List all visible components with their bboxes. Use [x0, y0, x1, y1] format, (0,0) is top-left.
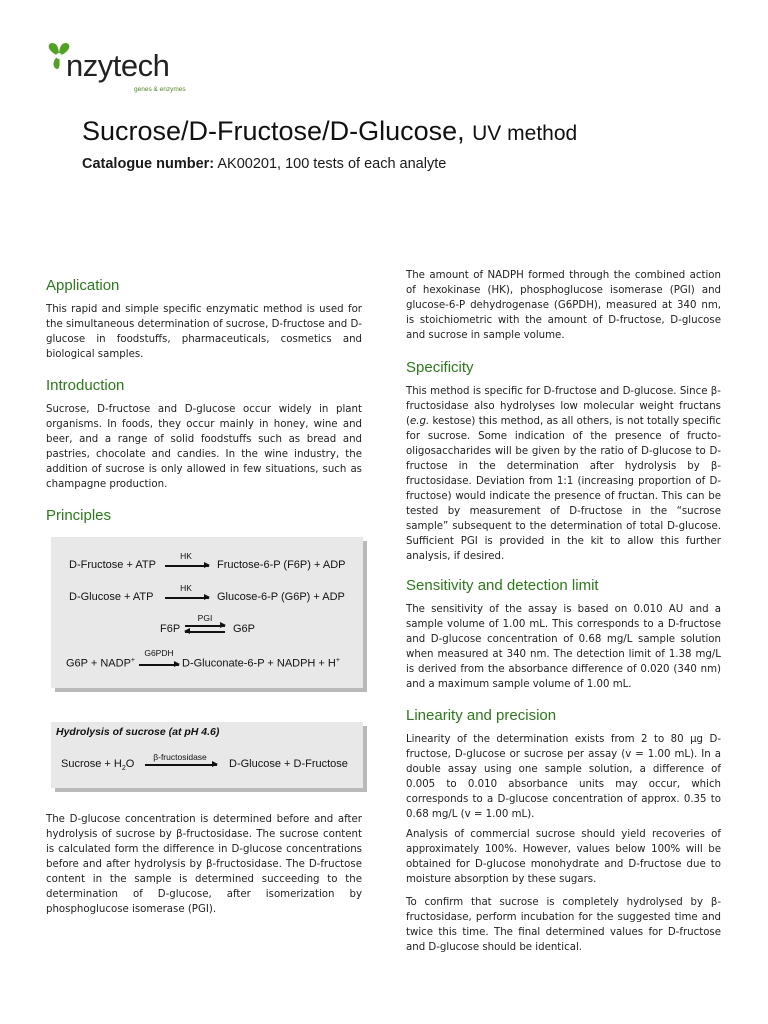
- hydrolysis-enzyme: β-fructosidase: [153, 752, 207, 762]
- specificity-text-a: This method is specific for D-fructose and D-glucose. Since β-fructosidase also hydrolyses low molecular weight fructans (: [406, 386, 721, 427]
- introduction-heading: Introduction: [46, 377, 125, 394]
- hydrolysis-left-a: Sucrose + H: [61, 758, 122, 770]
- reaction-1-right: Fructose-6-P (F6P) + ADP: [217, 559, 346, 571]
- nadph-text: The amount of NADPH formed through the combined action of hexokinase (HK), phosphoglucose isomerase (PGI) and glucose-6-P dehydrogenase (G6PDH), measured at 340 nm, is stoichiometric with the amount of D-fructose, D-glucose and sucrose in sample volume.: [406, 270, 721, 341]
- reaction-3-reverse-arrow: [185, 631, 225, 633]
- logo-tagline: genes & enzymes: [134, 86, 186, 93]
- reaction-2-enzyme: HK: [180, 583, 192, 593]
- reaction-3-forward-arrow: [185, 625, 225, 627]
- reaction-1-arrow: [165, 565, 209, 567]
- reaction-3-right: G6P: [233, 623, 256, 635]
- reaction-2-right: Glucose-6-P (G6P) + ADP: [217, 591, 345, 603]
- reaction-4-left-sup: +: [130, 657, 136, 664]
- logo-wordmark: nzytech: [66, 48, 170, 83]
- reaction-4-right: [182, 657, 340, 670]
- sensitivity-heading: Sensitivity and detection limit: [406, 577, 599, 594]
- principles-reaction-box: [51, 537, 363, 688]
- reaction-1-enzyme: HK: [180, 551, 192, 561]
- hydrolysis-title: Hydrolysis of sucrose (at pH 4.6): [56, 726, 220, 738]
- reaction-4-right-sup: +: [335, 657, 340, 664]
- reaction-3-left: F6P: [160, 623, 181, 635]
- title-main: Sucrose/D-Fructose/D-Glucose,: [82, 116, 465, 146]
- specificity-text-b: kestose) this method, as all others, is not totally specific for sucrose. Some indication of the presence of fructo-oligosaccharides will be given by the ratio of D-glucose to D-fructose in the determination after hydrolysis by β-fructosidase. Deviation from 1:1 (increasing proportion of D-fructose) would indicate the presence of fructan. This can be tested by measurement of D-fructose in the “sucrose sample” subsequent to the determination of total D-glucose. Sufficient PGI is provided in the kit to allow this further analysis, if desired.: [406, 416, 721, 562]
- hydrolysis-left: [61, 758, 134, 772]
- hydrolysis-left-b: O: [125, 758, 135, 770]
- reaction-4-left: [66, 657, 135, 670]
- specificity-text-em: e.g.: [409, 416, 430, 427]
- reaction-4-arrow: [139, 664, 179, 666]
- specificity-text: [406, 384, 721, 564]
- hydrolysis-left-sub: 2: [121, 765, 126, 773]
- reaction-4-left-text: G6P + NADP: [66, 657, 131, 670]
- hydrolysis-box: [51, 722, 363, 788]
- title-sub: UV method: [472, 122, 578, 145]
- page-title: [82, 116, 577, 147]
- reaction-2-arrow: [165, 597, 209, 599]
- hydrolysis-arrow: [145, 764, 217, 766]
- reaction-4-enzyme: G6PDH: [144, 648, 174, 658]
- sensitivity-text: The sensitivity of the assay is based on 0.010 AU and a sample volume of 1.00 mL. This corresponds to a D-fructose and D-glucose concentration of 0.68 mg/L sample solution when measured at 340 nm. The detection limit of 1.38 mg/L is derived from the absorbance difference of 0.020 (340 nm) and a maximum sample volume of 1.00 mL.: [406, 604, 721, 690]
- application-text: This rapid and simple specific enzymatic method is used for the simultaneous determination of sucrose, D-fructose and D-glucose in foodstuffs, pharmaceuticals, cosmetics and biological samples.: [46, 304, 362, 360]
- linearity-para-2: Analysis of commercial sucrose should yield recoveries of approximately 100%. However, values below 100% will be obtained for D-glucose monohydrate and D-fructose due to moisture absorption by these sugars.: [406, 829, 721, 885]
- left-bottom-text: The D-glucose concentration is determined before and after hydrolysis of sucrose by β-fructosidase. The sucrose content is calculated form the difference in D-glucose concentrations before and after hydrolysis by β-fructosidase. The D-fructose content in the sample is determined succeeding to the determination of D-glucose, after isomerization by phosphoglucose isomerase (PGI).: [46, 814, 362, 915]
- hydrolysis-right: D-Glucose + D-Fructose: [229, 758, 348, 770]
- linearity-para-3: To confirm that sucrose is completely hydrolysed by β-fructosidase, perform incubation for the suggested time and twice this time. The final determined values for D-fructose and D-glucose should be identical.: [406, 897, 721, 953]
- introduction-text: Sucrose, D-fructose and D-glucose occur widely in plant organisms. In foods, they occur mainly in honey, wine and beer, and a range of solid foodstuffs such as bread and pastries, chocolate and candies. In the wine industry, the addition of sucrose is only allowed in few situations, such as champagne production.: [46, 404, 362, 490]
- specificity-heading: Specificity: [406, 359, 474, 376]
- reaction-1-left: D-Fructose + ATP: [69, 559, 156, 571]
- application-heading: Application: [46, 277, 120, 294]
- reaction-2-left: D-Glucose + ATP: [69, 591, 154, 603]
- principles-heading: Principles: [46, 507, 112, 524]
- linearity-para-1: Linearity of the determination exists from 2 to 80 µg D-fructose, D-glucose or sucrose per assay (v = 1.00 mL). In a double assay using one sample solution, a difference of 0.005 to 0.010 absorbance units may occur, which corresponds to a D-glucose concentration of approx. 0.35 to 0.68 mg/L (v = 1.00 mL).: [406, 734, 721, 820]
- reaction-3-enzyme: PGI: [197, 613, 213, 623]
- catalogue-value: AK00201, 100 tests of each analyte: [217, 156, 447, 172]
- reaction-4-right-text: D-Gluconate-6-P + NADPH + H: [182, 657, 336, 670]
- brand-logo: [46, 42, 216, 98]
- linearity-heading: Linearity and precision: [406, 707, 557, 724]
- catalogue-line: [82, 156, 446, 172]
- catalogue-label: Catalogue number:: [82, 156, 215, 172]
